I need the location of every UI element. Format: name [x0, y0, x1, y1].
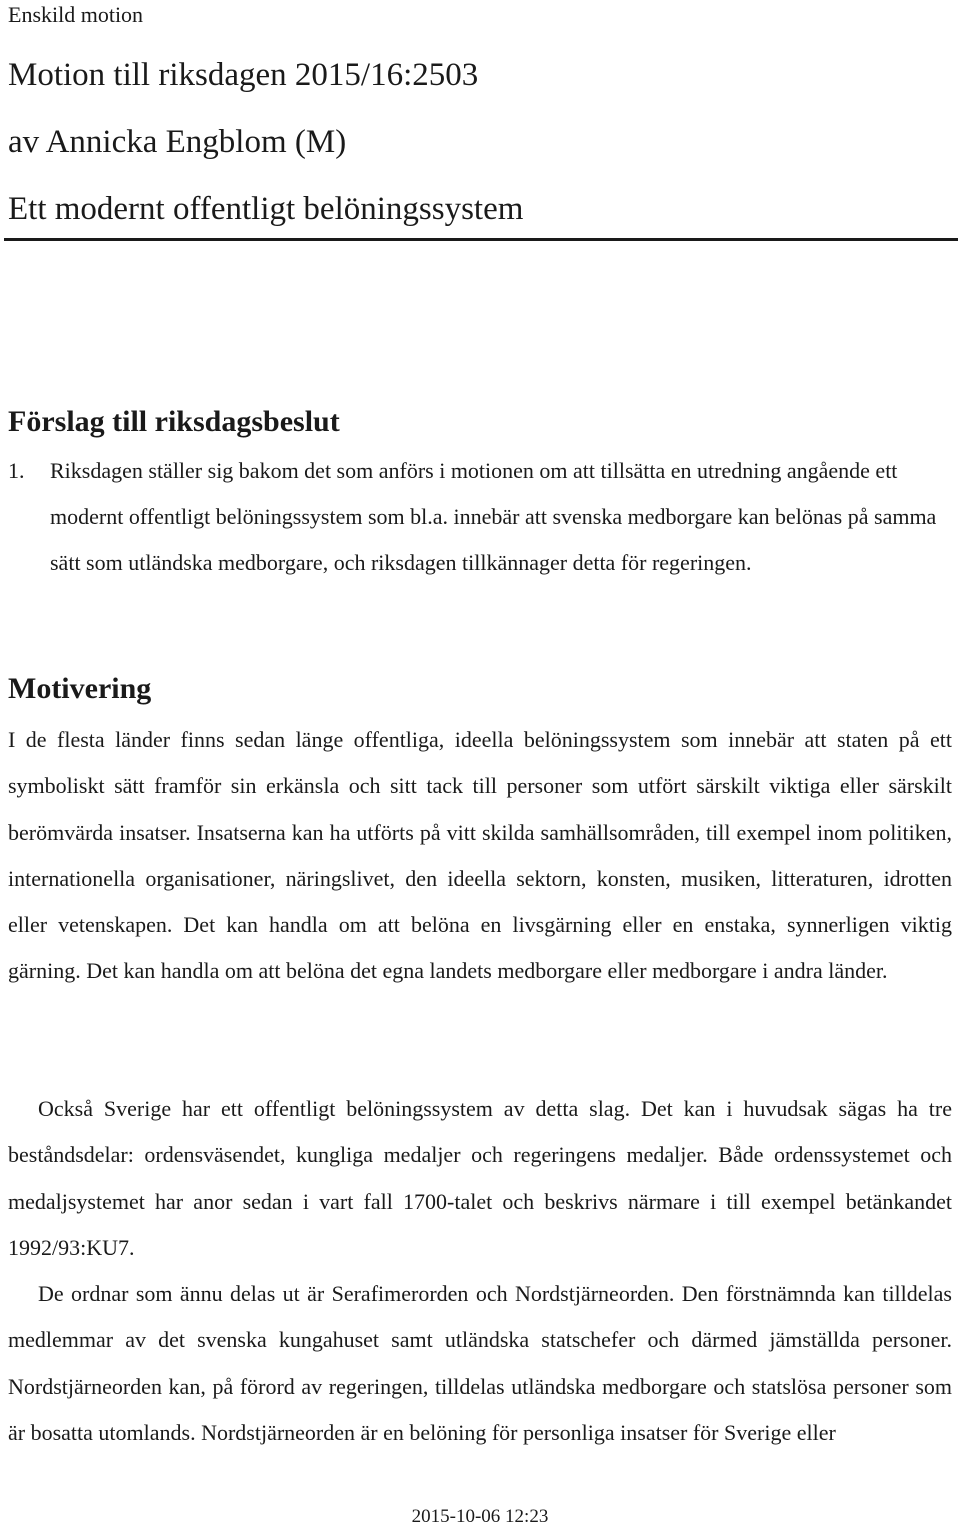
- motion-author: av Annicka Engblom (M): [8, 124, 347, 160]
- motivation-paragraph-1-block: [8, 717, 952, 995]
- footer-timestamp: 2015-10-06 12:23: [411, 1506, 549, 1527]
- proposal-item: [8, 448, 948, 586]
- motivation-paragraph-3-block: [8, 1271, 952, 1456]
- proposal-item-text: Riksdagen ställer sig bakom det som anförs i motionen om att tillsätta en utredning angående ett modernt offentligt belöningssystem som bl.a. innebär att svenska medborgare kan belönas på samma sätt som utländska medborgare, och riksdagen tillkännager detta för regeringen.: [50, 458, 937, 575]
- proposal-heading: Förslag till riksdagsbeslut: [8, 405, 340, 438]
- motivation-paragraph: Också Sverige har ett offentligt belöningssystem av detta slag. Det kan i huvudsak sägas ha tre beståndsdelar: ordensväsendet, kungliga medaljer och regeringens medaljer. Både ordenssystemet och medaljsystemet har anor sedan i vart fall 1700-talet och beskrivs närmare i till exempel betänkandet 1992/93:KU7.: [8, 1096, 952, 1260]
- document-type-label: Enskild motion: [8, 2, 144, 27]
- motivation-paragraph-2-block: [8, 1086, 952, 1271]
- proposal-item-number: 1.: [8, 458, 25, 483]
- motivation-paragraph: De ordnar som ännu delas ut är Serafimerorden och Nordstjärneorden. Den förstnämnda kan tilldelas medlemmar av det svenska kungahuset samt utländska statschefer och därmed jämställda personer. Nordstjärneorden kan, på förord av regeringen, tilldelas utländska medborgare och statslösa personer som är bosatta utomlands. Nordstjärneorden är en belöning för personliga insatser för Sverige eller: [8, 1281, 952, 1445]
- motion-title: Motion till riksdagen 2015/16:2503: [8, 57, 479, 93]
- motivation-paragraph: I de flesta länder finns sedan länge offentliga, ideella belöningssystem som innebär att staten på ett symboliskt sätt framför sin erkänsla och sitt tack till personer som utfört särskilt viktiga eller särskilt berömvärda insatser. Insatserna kan ha utförts på vitt skilda samhällsområden, till exempel inom politiken, internationella organisationer, näringslivet, den ideella sektorn, konsten, musiken, litteraturen, idrotten eller vetenskapen. Det kan handla om att belöna en livsgärning eller en enstaka, synnerligen viktig gärning. Det kan handla om att belöna det egna landets medborgare eller medborgare i andra länder.: [8, 727, 952, 984]
- motivation-heading: Motivering: [8, 672, 152, 705]
- title-divider: [4, 238, 958, 241]
- motion-subject: Ett modernt offentligt belöningssystem: [8, 191, 524, 227]
